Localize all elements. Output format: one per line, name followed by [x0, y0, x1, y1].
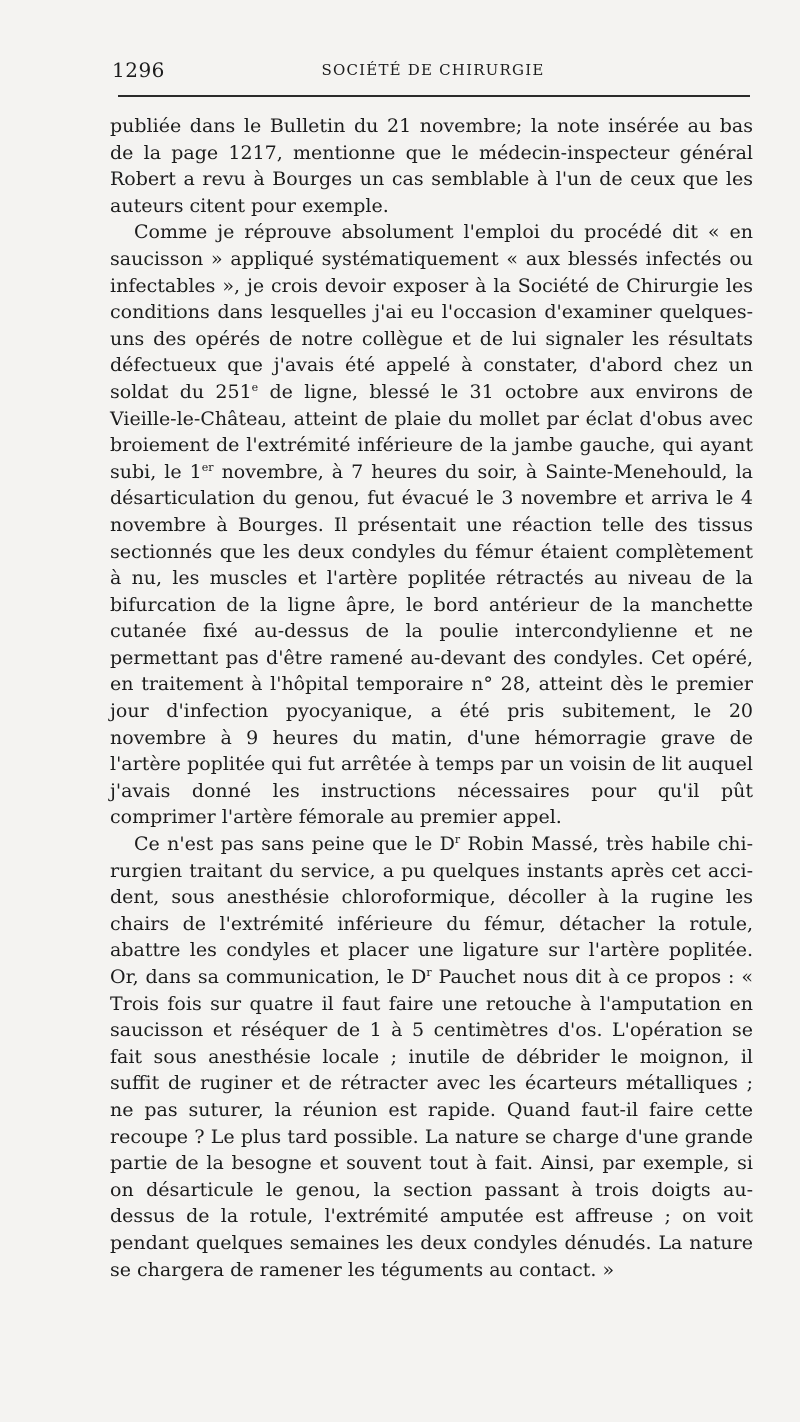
body-text	[110, 113, 753, 1283]
paragraph-3-part-c: Pauchet nous dit à ce propos : « Trois fois sur quatre il faut faire une retouche à l'amputation en saucisson et réséquer de 1 à 5 centimètres d'os. L'opération se fait sous anesthésie locale ; inutile de débrider le moignon, il suffit de ruginer et de rétracter avec les écarteurs métalliques ; ne pas suturer, la réunion est rapide. Quand faut-il faire cette recoupe ? Le plus tard possible. La nature se charge d'une grande partie de la besogne et souvent tout à fait. Ainsi, par exemple, si on désarticule le genou, la section passant à trois doigts au-dessus de la rotule, l'extrémité amputée est affreuse ; on voit pendant quelques semaines les deux condyles dénudés. La nature se chargera de ramener les téguments au contact. »	[110, 966, 753, 1281]
running-title: SOCIÉTÉ DE CHIRURGIE	[321, 61, 545, 79]
paragraph-3	[110, 831, 753, 1283]
paragraph-3-part-b: Robin Massé, très habile chirurgien traitant du service, a pu quelques instants après cet accident, sous anesthésie chloroformique, décoller à la rugine les chairs de l'extrémité inférieure du fémur, détacher la rotule, abattre les condyles et placer une ligature sur l'artère poplitée. Or, dans sa communication, le D	[110, 833, 753, 988]
running-head	[108, 58, 758, 82]
ordinal-superscript: er	[201, 460, 214, 474]
paragraph-2	[110, 219, 753, 831]
paragraph-3-part-a: Ce n'est pas sans peine que le D	[134, 833, 455, 856]
header-rule	[118, 95, 750, 97]
paragraph-2-part-c: novembre, à 7 heures du soir, à Sainte-Menehould, la désarticulation du genou, fut évacué le 3 novembre et arriva le 4 novembre à Bourges. Il présentait une réaction telle des tissus sectionnés que les deux condyles du fémur étaient complètement à nu, les muscles et l'artère poplitée rétractés au niveau de la bifurcation de la ligne âpre, le bord antérieur de la manchette cutanée fixé au-dessus de la poulie intercondylienne et ne permettant pas d'être ramené au-devant des condyles. Cet opéré, en traitement à l'hôpital temporaire n° 28, atteint dès le premier jour d'infection pyocyanique, a été pris subitement, le 20 novembre à 9 heures du matin, d'une hémorragie grave de l'artère poplitée qui fut arrêtée à temps par un voisin de lit auquel j'avais donné les instructions nécessaires pour qu'il pût comprimer l'artère fémorale au premier appel.	[110, 460, 753, 829]
paragraph-2-part-a: Comme je réprouve absolument l'emploi du procédé dit « en saucisson » appliqué systématiquement « aux blessés infectés ou infectables », je crois devoir exposer à la Société de Chirurgie les conditions dans lesquelles j'ai eu l'occasion d'examiner quelques-uns des opérés de notre collègue et de lui signaler les résultats défectueux que j'avais été appelé à constater, d'abord chez un soldat du 251	[110, 221, 753, 403]
ordinal-superscript: e	[251, 380, 259, 394]
title-superscript: r	[426, 966, 432, 979]
title-superscript: r	[454, 833, 461, 847]
page-number: 1296	[112, 58, 165, 82]
paragraph-2-part-b: de ligne, blessé le 31 octobre aux environs de Vieille-le-Château, atteint de plaie du mollet par éclat d'obus avec broiement de l'extrémité inférieure de la jambe gauche, qui ayant subi, le 1	[110, 380, 753, 483]
paragraph-1: publiée dans le Bulletin du 21 novembre; la note insérée au bas de la page 1217, mentionne que le médecin-inspecteur général Robert a revu à Bourges un cas semblable à l'un de ceux que les auteurs citent pour exemple.	[110, 115, 753, 217]
